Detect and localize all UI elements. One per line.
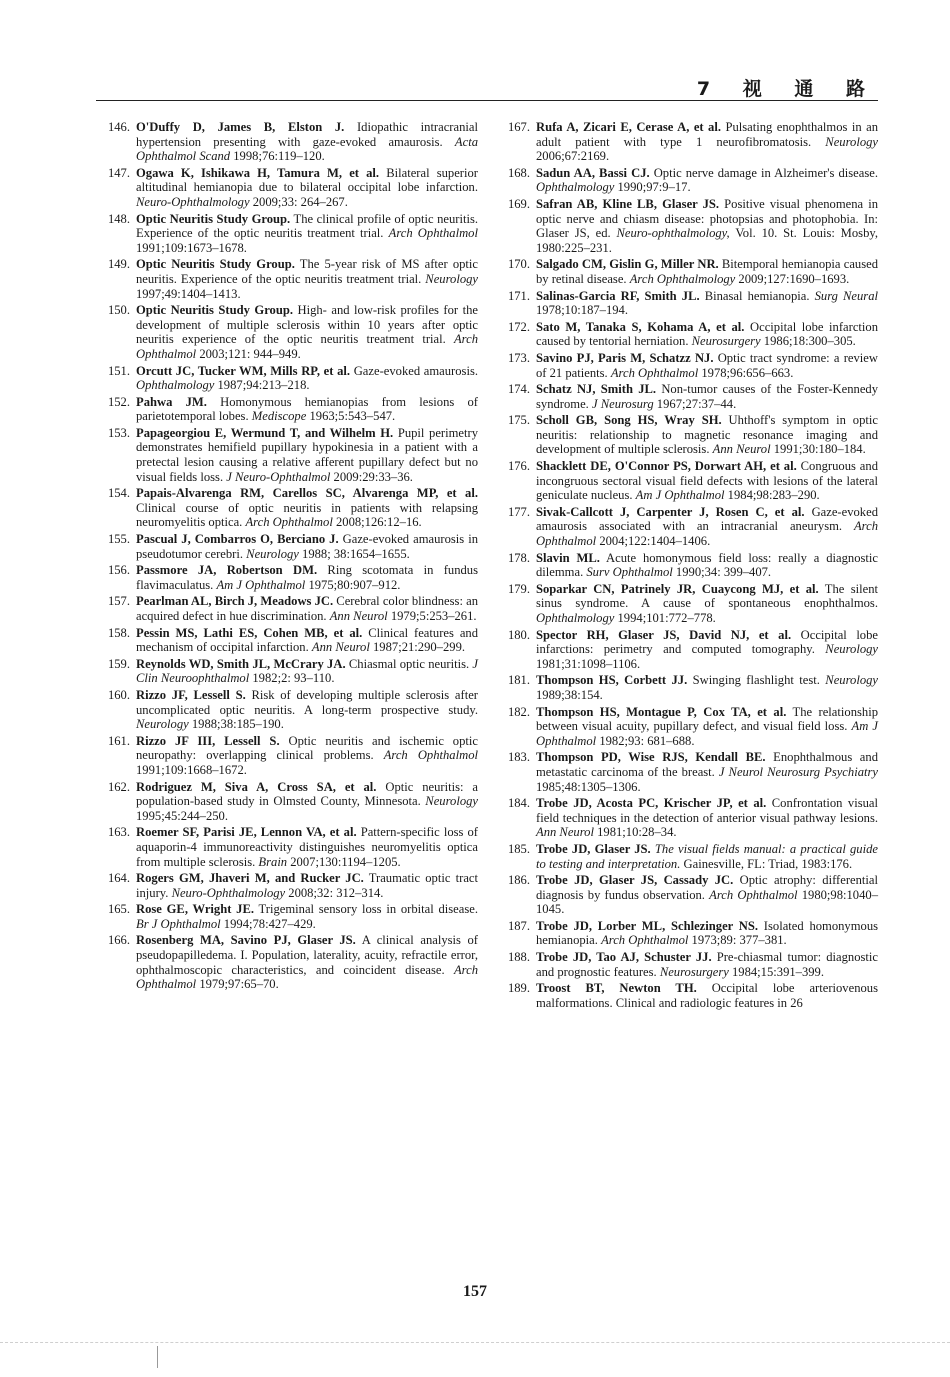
reference-authors: Pearlman AL, Birch J, Meadows JC.	[136, 594, 334, 609]
reference-item	[496, 120, 878, 164]
reference-number: 164.	[107, 871, 130, 886]
reference-title: Pattern-specific loss of aquaporin-4 immunoreactivity distinguishes neuromyelitis optica from multiple sclerosis.	[136, 825, 478, 869]
reference-authors: Rizzo JF, Lessell S.	[136, 687, 246, 702]
reference-citation: 2006;67:2169.	[536, 149, 610, 164]
reference-number: 146.	[107, 120, 130, 134]
reference-authors: Trobe JD, Glaser JS.	[536, 841, 651, 856]
reference-journal: J Clin Neuroophthalmol	[136, 656, 478, 686]
reference-journal: Arch Ophthalmol	[383, 748, 478, 763]
reference-number: 188.	[507, 950, 530, 965]
reference-number: 158.	[107, 625, 130, 640]
reference-citation: 2009:29:33–36.	[330, 469, 413, 484]
reference-title: Clinical features and mechanism of occipital infarction.	[136, 625, 478, 655]
reference-item	[496, 551, 878, 580]
reference-title: Trigeminal sensory loss in orbital disease.	[254, 902, 478, 917]
reference-number: 153.	[107, 425, 130, 440]
reference-citation: 1991;30:180–184.	[770, 442, 866, 457]
reference-journal: Ann Neurol	[536, 825, 594, 840]
reference-citation: 1984;15:391–399.	[728, 964, 824, 979]
reference-citation: 1988; 38:1654–1655.	[298, 546, 410, 561]
reference-item	[96, 120, 478, 164]
reference-item	[96, 364, 478, 393]
reference-item	[96, 780, 478, 824]
reference-journal: Am J Ophthalmol	[536, 719, 878, 748]
reference-number: 152.	[107, 394, 130, 409]
reference-item	[496, 950, 878, 979]
reference-number: 150.	[107, 303, 130, 318]
reference-journal: Neurology	[136, 717, 189, 732]
reference-number: 182.	[507, 704, 530, 719]
reference-authors: Trobe JD, Glaser JS, Cassady JC.	[536, 873, 734, 888]
reference-number: 167.	[507, 120, 530, 134]
reference-title: Pulsating enophthalmos in an adult patient with type 1 neurofibromatosis.	[536, 120, 878, 149]
reference-journal: Ann Neurol	[311, 640, 370, 655]
reference-citation: 1987;21:290–299.	[369, 640, 466, 655]
reference-item	[96, 594, 478, 623]
reference-number: 171.	[507, 288, 530, 303]
reference-citation: 1973;89: 377–381.	[688, 933, 787, 948]
reference-number: 151.	[107, 363, 130, 378]
reference-authors: Safran AB, Kline LB, Glaser JS.	[536, 196, 720, 211]
reference-title: Pre-chiasmal tumor: diagnostic and prognostic features.	[536, 950, 878, 979]
reference-number: 170.	[507, 257, 530, 272]
reference-number: 186.	[507, 873, 530, 888]
reference-journal: Ophthalmology	[136, 378, 215, 393]
reference-item	[496, 628, 878, 672]
reference-item	[496, 459, 878, 503]
reference-title: Idiopathic intracranial hypertension presenting with gaze-evoked amaurosis.	[136, 120, 478, 149]
reference-authors: Trobe JD, Tao AJ, Schuster JJ.	[536, 950, 712, 965]
reference-citation: 2008;126:12–16.	[332, 515, 422, 530]
reference-authors: Rose GE, Wright JE.	[136, 902, 255, 917]
reference-item	[496, 257, 878, 286]
reference-item	[496, 705, 878, 749]
reference-authors: Ogawa K, Ishikawa H, Tamura M, et al.	[136, 165, 380, 180]
reference-citation: 1989;38:154.	[536, 687, 603, 702]
reference-number: 187.	[507, 918, 530, 933]
reference-citation: 1981;31:1098–1106.	[536, 656, 641, 671]
reference-citation: Gainesville, FL: Triad, 1983:176.	[680, 856, 853, 871]
reference-title: Acute homonymous field loss: really a diagnostic dilemma.	[536, 550, 878, 580]
reference-item	[496, 919, 878, 948]
reference-number: 184.	[507, 796, 530, 811]
reference-column-left	[96, 120, 478, 994]
reference-journal: Surv Ophthalmol	[586, 565, 673, 580]
reference-journal: J Neurosurg	[591, 396, 654, 411]
reference-journal: Neurology	[425, 271, 478, 286]
reference-item	[96, 257, 478, 301]
reference-journal: Neuro-ophthalmology,	[616, 226, 730, 241]
reference-title: High- and low-risk profiles for the development of multiple sclerosis within 10 years after optic neuritis experience of the optic neuritis treatment trial.	[136, 303, 478, 347]
reference-item	[496, 197, 878, 255]
reference-title: Traumatic optic tract injury.	[136, 871, 478, 900]
reference-item	[96, 303, 478, 361]
reference-title: Enophthalmous and metastatic carcinoma of the breast.	[536, 750, 878, 779]
reference-authors: Rogers GM, Jhaveri M, and Rucker JC.	[136, 871, 364, 886]
reference-citation: 1981;10:28–34.	[593, 825, 677, 840]
reference-column-right	[496, 120, 878, 1012]
reference-citation: 1998;76:119–120.	[230, 149, 325, 164]
reference-item	[96, 657, 478, 686]
reference-number: 178.	[507, 550, 530, 565]
reference-authors: Papais-Alvarenga RM, Carellos SC, Alvarenga MP, et al.	[136, 486, 478, 501]
reference-authors: Reynolds WD, Smith JL, McCrary JA.	[136, 656, 346, 671]
reference-item	[496, 842, 878, 871]
reference-title: Uhthoff's symptom in optic neuritis: relationship to magnetic resonance imaging and development of multiple sclerosis.	[536, 413, 878, 457]
reference-number: 177.	[507, 504, 530, 519]
reference-item	[96, 532, 478, 561]
reference-journal: Arch Ophthalmol	[610, 365, 699, 380]
reference-citation: 1994;101:772–778.	[614, 611, 716, 625]
reference-citation: 1988;38:185–190.	[188, 717, 284, 732]
reference-authors: Sato M, Tanaka S, Kohama A, et al.	[536, 319, 745, 334]
reference-item	[496, 289, 878, 318]
reference-journal: Neurology	[825, 642, 878, 657]
reference-item	[96, 933, 478, 991]
reference-title: Optic neuritis: a population-based study in Olmsted County, Minnesota.	[136, 779, 479, 809]
reference-journal: Neurosurgery	[691, 334, 761, 349]
reference-title: Occipital lobe infarctions: perimetry and computed tomography.	[536, 627, 878, 657]
reference-citation: 1967;27:37–44.	[653, 396, 737, 411]
reference-number: 183.	[507, 750, 530, 765]
reference-citation: 1982;2: 93–110.	[249, 671, 335, 686]
reference-citation: 1990;34: 399–407.	[672, 565, 772, 580]
reference-authors: Trobe JD, Lorber ML, Schlezinger NS.	[536, 918, 759, 933]
reference-authors: Salinas-Garcia RF, Smith JL.	[536, 288, 700, 303]
reference-authors: Salgado CM, Gislin G, Miller NR.	[536, 257, 719, 272]
reference-citation: 1980;98:1040–1045.	[536, 887, 878, 917]
reference-journal: Ann Neurol	[329, 609, 388, 623]
reference-title: Non-tumor causes of the Foster-Kennedy syndrome.	[536, 382, 878, 411]
reference-citation: 2008;32: 312–314.	[285, 885, 384, 900]
reference-authors: Pahwa JM.	[136, 394, 207, 409]
reference-item	[96, 825, 478, 869]
reference-title: Clinical course of optic neuritis in patients with relapsing neuromyelitis optica.	[136, 500, 478, 530]
reference-item	[496, 673, 878, 702]
reference-journal: Am J Ophthalmol	[216, 577, 306, 592]
reference-title: Optic tract syndrome: a review of 21 patients.	[536, 350, 878, 380]
reference-number: 166.	[107, 933, 130, 948]
footer-divider	[0, 1342, 950, 1343]
reference-citation: 1986;18:300–305.	[760, 334, 856, 349]
reference-number: 174.	[507, 382, 530, 397]
reference-citation: 2004;122:1404–1406.	[596, 534, 711, 549]
reference-title: Occipital lobe arteriovenous malformations. Clinical and radiologic features in 26	[536, 981, 878, 1010]
reference-number: 181.	[507, 673, 530, 688]
reference-number: 173.	[507, 350, 530, 365]
reference-authors: Savino PJ, Paris M, Schatzz NJ.	[536, 350, 714, 365]
reference-number: 179.	[507, 581, 530, 596]
reference-number: 176.	[507, 459, 530, 474]
reference-citation: 2009;127:1690–1693.	[735, 271, 850, 286]
reference-journal: Arch Ophthalmol	[601, 933, 689, 948]
reference-item	[96, 426, 478, 484]
reference-title: Ring scotomata in fundus flavimaculatus.	[136, 563, 478, 592]
reference-citation: 2003;121: 944–949.	[196, 346, 301, 361]
reference-authors: Sivak-Callcott J, Carpenter J, Rosen C, et al.	[536, 504, 805, 519]
reference-item	[496, 166, 878, 195]
reference-authors: Scholl GB, Song HS, Wray SH.	[536, 413, 722, 428]
reference-authors: Roemer SF, Parisi JE, Lennon VA, et al.	[136, 825, 357, 840]
reference-authors: Soparkar CN, Patrinely JR, Cuaycong MJ, et al.	[536, 581, 819, 596]
reference-item	[496, 750, 878, 794]
reference-journal: Mediscope	[251, 409, 307, 424]
reference-number: 157.	[107, 594, 130, 609]
reference-item	[496, 873, 878, 917]
reference-journal: Ophthalmology	[536, 611, 615, 625]
running-header	[96, 74, 878, 101]
reference-title: Homonymous hemianopias from lesions of parietotemporal lobes.	[136, 394, 478, 424]
reference-item	[96, 626, 478, 655]
reference-number: 168.	[507, 165, 530, 180]
reference-number: 175.	[507, 413, 530, 428]
reference-citation: 1963;5:543–547.	[306, 409, 396, 424]
reference-number: 160.	[107, 687, 130, 702]
reference-journal: Am J Ophthalmol	[635, 488, 725, 503]
reference-item	[496, 796, 878, 840]
reference-authors: Thompson PD, Wise RJS, Kendall BE.	[536, 750, 766, 765]
reference-item	[96, 902, 478, 931]
reference-citation: 1984;98:283–290.	[724, 488, 820, 503]
reference-journal: Arch Ophthalmol	[136, 332, 478, 361]
reference-title: The silent sinus syndrome. A cause of spontaneous enophthalmos.	[536, 581, 878, 611]
footer-tick	[157, 1346, 158, 1368]
reference-item	[496, 351, 878, 380]
reference-item	[96, 212, 478, 256]
reference-title: The 5-year risk of MS after optic neuritis. Experience of the optic neuritis treatment trial.	[136, 257, 479, 286]
reference-number: 189.	[507, 981, 530, 996]
reference-number: 172.	[507, 319, 530, 334]
reference-number: 161.	[107, 733, 130, 748]
reference-title: Confrontation visual field techniques in the detection of anterior visual pathway lesions.	[536, 796, 878, 825]
reference-journal: Br J Ophthalmol	[136, 916, 221, 931]
reference-citation: 1991;109:1668–1672.	[136, 762, 247, 777]
reference-journal: Surg Neural	[814, 288, 878, 303]
reference-citation: 1978;96:656–663.	[698, 365, 794, 380]
reference-authors: Spector RH, Glaser JS, David NJ, et al.	[536, 627, 792, 642]
reference-journal: Brain	[258, 854, 288, 869]
reference-title: Gaze-evoked amaurosis.	[350, 363, 478, 378]
reference-citation: 1982;93: 681–688.	[596, 733, 695, 748]
reference-number: 154.	[107, 486, 130, 501]
reference-authors: Shacklett DE, O'Connor PS, Dorwart AH, et al.	[536, 459, 797, 474]
reference-authors: Thompson HS, Corbett JJ.	[536, 673, 688, 688]
reference-citation: Vol. 10. St. Louis: Mosby, 1980:225–231.	[536, 226, 879, 255]
reference-journal: Ann Neurol	[712, 442, 771, 457]
reference-title: Optic atrophy: differential diagnosis by fundus observation.	[536, 873, 878, 902]
reference-number: 155.	[107, 532, 130, 547]
reference-citation: 1987;94:213–218.	[214, 378, 310, 393]
reference-authors: Pascual J, Combarros O, Berciano J.	[136, 532, 339, 547]
reference-authors: Pessin MS, Lathi ES, Cohen MB, et al.	[136, 625, 363, 640]
reference-citation: 1975;80:907–912.	[305, 577, 401, 592]
reference-number: 148.	[107, 211, 130, 226]
reference-title: Positive visual phenomena in optic nerve and chiasm disease: photopsias and photophobia. In: Glaser JS, ed.	[536, 196, 878, 241]
reference-journal: J Neuro-Ophthalmol	[226, 469, 331, 484]
reference-citation: 2009;33: 264–267.	[249, 194, 348, 209]
reference-citation: 1991;109:1673–1678.	[136, 240, 247, 255]
reference-journal: The visual fields manual: a practical guide to testing and interpretation.	[536, 841, 878, 871]
reference-journal: Ophthalmology	[536, 180, 615, 195]
reference-journal: Arch Ophthalmol	[536, 519, 878, 549]
reference-citation: 1997;49:1404–1413.	[136, 286, 241, 301]
reference-title: Congruous and incongruous sectoral visual field defects with lesions of the lateral geniculate nucleus.	[536, 459, 878, 503]
reference-citation: 1979;97:65–70.	[196, 977, 279, 992]
reference-title: Bitemporal hemianopia caused by retinal disease.	[536, 257, 878, 286]
reference-title: The relationship between visual acuity, pupillary defect, and visual field loss.	[536, 704, 878, 734]
reference-title: Gaze-evoked amaurosis in pseudotumor cerebri.	[136, 532, 478, 561]
reference-item	[496, 382, 878, 411]
reference-item	[96, 166, 478, 210]
reference-citation: 1990;97:9–17.	[614, 180, 691, 195]
reference-authors: Optic Neuritis Study Group.	[136, 211, 291, 226]
reference-number: 165.	[107, 902, 130, 917]
reference-item	[496, 413, 878, 457]
reference-item	[96, 734, 478, 778]
reference-authors: Rufa A, Zicari E, Cerase A, et al.	[536, 120, 721, 134]
reference-item	[96, 486, 478, 530]
reference-item	[96, 395, 478, 424]
reference-authors: Rizzo JF III, Lessell S.	[136, 733, 280, 748]
reference-journal: Neurology	[246, 546, 299, 561]
reference-number: 169.	[507, 196, 530, 211]
reference-citation: 1995;45:244–250.	[136, 808, 229, 823]
reference-title: Pupil perimetry demonstrates hemifield pupillary hypokinesia in a patient with a pretectal lesion causing a relative afferent pupillary defect but no visual fields loss.	[136, 425, 478, 484]
reference-authors: Sadun AA, Bassi CJ.	[536, 165, 650, 180]
reference-title: A clinical analysis of pseudopapilledema. I. Population, laterality, acuity, refractile error, ophthalmoscopic characteristics, and coincident disease.	[136, 933, 478, 977]
reference-citation: 2007;130:1194–1205.	[287, 854, 401, 869]
reference-title: Risk of developing multiple sclerosis after uncomplicated optic neuritis. A long-term prospective study.	[136, 687, 478, 717]
reference-number: 185.	[507, 841, 530, 856]
reference-authors: O'Duffy D, James B, Elston J.	[136, 120, 345, 134]
reference-title: Optic nerve damage in Alzheimer's disease.	[649, 165, 878, 180]
reference-authors: Optic Neuritis Study Group.	[136, 303, 294, 318]
reference-item	[496, 320, 878, 349]
reference-journal: Neuro-Ophthalmology	[171, 885, 286, 900]
reference-authors: Slavin ML.	[536, 550, 600, 565]
reference-item	[496, 505, 878, 549]
reference-title: Optic neuritis and ischemic optic neuropathy: overlapping clinical problems.	[136, 733, 478, 763]
reference-citation: 1979;5:253–261.	[387, 609, 477, 623]
chapter-title: 7 视 通 路	[696, 78, 878, 100]
reference-authors: Rodriguez M, Siva A, Cross SA, et al.	[136, 779, 377, 794]
reference-item	[496, 981, 878, 1010]
reference-journal: Neurology	[425, 794, 478, 809]
reference-title: Isolated homonymous hemianopia.	[536, 918, 879, 948]
reference-number: 156.	[107, 563, 130, 578]
reference-authors: Schatz NJ, Smith JL.	[536, 382, 657, 397]
reference-journal: Arch Ophthalmol	[245, 515, 333, 530]
reference-journal: Arch Ophthalmol	[136, 962, 478, 992]
reference-authors: Papageorgiou E, Wermund T, and Wilhelm H.	[136, 425, 394, 440]
reference-citation: 1994;78:427–429.	[220, 916, 316, 931]
reference-journal: Neurology	[825, 134, 878, 149]
reference-number: 163.	[107, 825, 130, 840]
reference-title: The clinical profile of optic neuritis. Experience of the optic neuritis treatment trial.	[136, 211, 478, 241]
reference-journal: Acta Ophthalmol Scand	[136, 134, 478, 164]
reference-number: 162.	[107, 779, 130, 794]
reference-item	[96, 871, 478, 900]
reference-item	[96, 563, 478, 592]
reference-number: 180.	[507, 627, 530, 642]
reference-authors: Orcutt JC, Tucker WM, Mills RP, et al.	[136, 363, 351, 378]
reference-number: 159.	[107, 656, 130, 671]
reference-number: 147.	[107, 165, 130, 180]
reference-authors: Passmore JA, Robertson DM.	[136, 563, 318, 578]
reference-authors: Thompson HS, Montague P, Cox TA, et al.	[536, 704, 787, 719]
reference-item	[496, 582, 878, 626]
reference-journal: Neurosurgery	[659, 964, 729, 979]
reference-citation: 1978;10:187–194.	[536, 303, 629, 318]
reference-authors: Troost BT, Newton TH.	[536, 981, 697, 996]
reference-authors: Rosenberg MA, Savino PJ, Glaser JS.	[136, 933, 356, 948]
reference-title: Occipital lobe infarction caused by tentorial herniation.	[536, 319, 878, 349]
reference-citation: 1985;48:1305–1306.	[536, 779, 641, 794]
reference-title: Gaze-evoked amaurosis associated with an intracranial aneurysm.	[536, 504, 878, 534]
page-number: 157	[463, 1283, 487, 1300]
reference-journal: J Neurol Neurosurg Psychiatry	[718, 764, 878, 779]
reference-title: Cerebral color blindness: an acquired defect in hue discrimination.	[136, 594, 478, 623]
reference-journal: Arch Ophthalmology	[629, 271, 736, 286]
reference-title: Swinging flashlight test.	[687, 673, 826, 688]
reference-journal: Neuro-Ophthalmology	[136, 194, 250, 209]
reference-title: Binasal hemianopia.	[699, 288, 815, 303]
reference-item	[96, 688, 478, 732]
reference-journal: Neurology	[825, 673, 878, 688]
reference-authors: Trobe JD, Acosta PC, Krischer JP, et al.	[536, 796, 767, 811]
reference-title: Bilateral superior altitudinal hemianopia due to bilateral occipital lobe infarction.	[136, 165, 478, 195]
reference-number: 149.	[107, 257, 130, 272]
reference-journal: Arch Ophthalmol	[709, 887, 798, 902]
reference-authors: Optic Neuritis Study Group.	[136, 257, 295, 272]
reference-title: Chiasmal optic neuritis.	[345, 656, 473, 671]
reference-journal: Arch Ophthalmol	[388, 226, 478, 241]
